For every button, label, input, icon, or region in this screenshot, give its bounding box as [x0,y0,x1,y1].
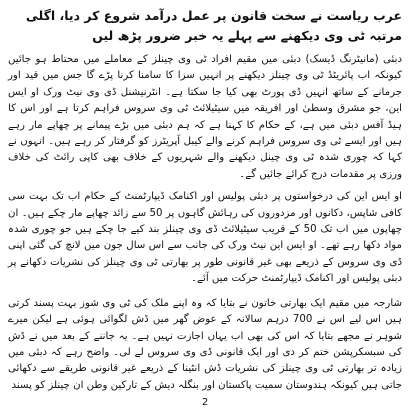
article-paragraph-3: شارجہ میں مقیم ایک بھارتی خاتون نے بتایا کہ وہ اپنے ملک کی ٹی وی شوز بہت پسند کرتی ہیں اس لیے اس نے 700 درہم سالانہ کے عوض گھر میں ڈش لگوائی ہوئی ہے لیکن میرے شوہر نے مجھے بتایا کہ اس کی بھی اب یہاں اجازت نہیں ہے۔ یہ جاننے کے بعد میں نے ڈش کی سبسکرپشن ختم کر دی اور ایک قانونی ڈی وی سروس لے لی۔ واضح رہے کہ دبئی میں زیادہ تر بھارتی ٹی وی چینلز کی نشریات ڈش انٹینا کے ذریعے غیر قانونی طریقے سے دکھائی جاتی ہیں کیونکہ ہندوستان سمیت پاکستان اور بنگلہ دیش کے تارکین وطن ان چینلز کو پسند [8,297,402,391]
article-paragraph-2: او ایس این کی درخواستوں پر دبئی پولیس اور اکنامک ڈیپارٹمنٹ کے حکام اب تک بہت سی کافی شاپس، دکانوں اور مزدوروں کی رہائش گاہوں پر 50 سے زائد چھاپے مار چکے ہیں۔ ان چھاپوں میں اب تک 50 کے قریب سیٹیلائٹ ڈی وی چینلز بند کیے جا چکے ہیں جو چوری شدہ مواد دکھا رہے تھے۔ او ایس این نیٹ ورک کی جانب سے اس سال جون میں لانچ کی گئی اپنی ڈی وی سروس کے ذریعے بھی غیر قانونی طور پر بھارتی ٹی وی چینلز کی نشریات دکھانے پر دبئی پولیس اور اکنامک ڈیپارٹمنٹ حرکت میں آئے۔ [8,191,402,285]
article-paragraph-1: دبئی (مانیٹرنگ ڈیسک) دبئی میں مقیم افراد ٹی وی چینلز کے معاملے میں محتاط ہو جائیں کیونکہ اب پائریٹڈ ٹی وی چینلز دیکھنے پر انہیں سزا کا سامنا کرنا پڑے گا جس میں قید اور جرمانے کے ساتھ انہیں ڈی پورٹ بھی کیا جا سکتا ہے۔ انٹرنیشنل ڈی وی نیٹ ورک او ایس این، جو مشرق وسطیٰ اور افریقہ میں سیٹیلائٹ ٹی وی سروس فراہم کرتا ہے اور اس کا ہیڈ آفس دبئی میں ہے، کے حکام کا کہنا ہے کہ ہم دبئی میں بڑے پیمانے پر چھاپے مار رہے ہیں اور ایسے ٹی وی سروس فراہم کرنے والے کیبل آپریٹرز کو گرفتار کر رہے ہیں۔ انہوں نے کہا کہ چوری شدہ ٹی وی چینل دیکھنے والے شہریوں کے خلاف بھی کاپی رائٹ کی خلاف ورزی پر مقدمات درج کرائے جائیں گے۔ [8,54,402,180]
page-number: 2 [201,397,209,408]
article-headline: عرب ریاست نے سخت قانون پر عمل درآمد شروع کر دیا، اگلی مرتبہ ٹی وی دیکھنے سے پہلے یہ خبر ضرور پڑھ لیں [25,8,402,43]
